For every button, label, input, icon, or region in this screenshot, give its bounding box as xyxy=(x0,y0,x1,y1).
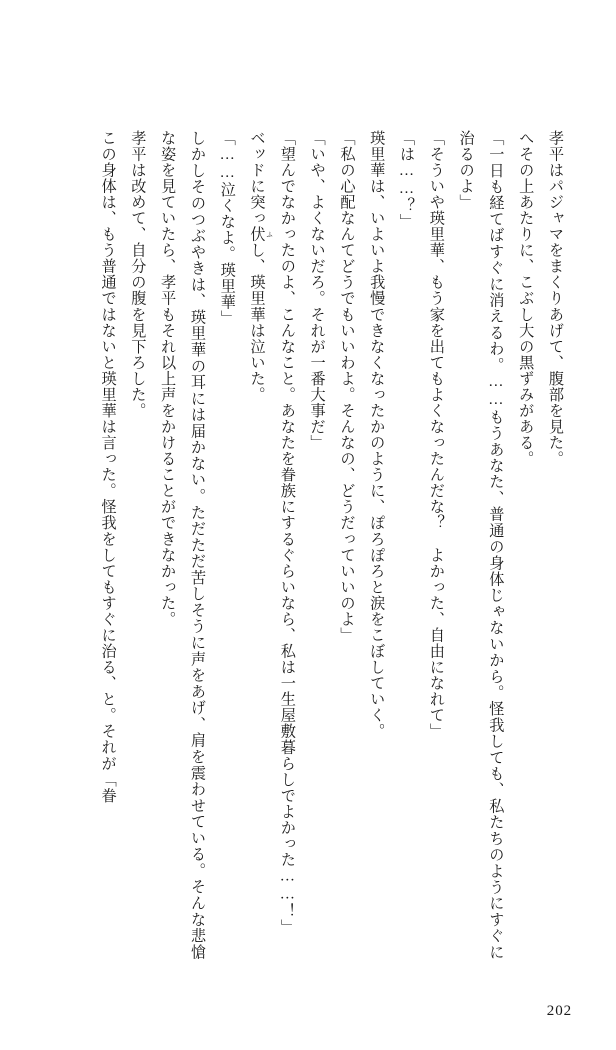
paragraph: 孝平はパジャマをまくりあげて、腹部を見た。 xyxy=(547,130,564,467)
paragraph: 「望んでなかったのよ、こんなこと。あなたを眷族にするぐらいなら、私は一生屋敷暮らしでよかった……！」 xyxy=(278,130,296,936)
paragraph: 「……泣くなよ。瑛里華」 xyxy=(218,130,236,327)
paragraph: しかしそのつぶやきは、瑛里華の耳には届かない。ただただ苦しそうに声をあげ、肩を震わせている。そんな悲愴な姿を見ていたら、孝平もそれ以上声をかけることができなかった。 xyxy=(159,130,206,960)
paragraph: 「は……？」 xyxy=(398,130,416,230)
paragraph: 孝平は改めて、自分の腹を見下ろした。 xyxy=(129,130,147,419)
page-body-text xyxy=(46,130,570,960)
ruby-annotation: 伏 ふ xyxy=(248,226,273,243)
paragraph: 瑛里華は、いよいよ我慢できなくなったかのように、ぽろぽろと涙をこぼしていく。 xyxy=(368,130,386,740)
paragraph: ベッドに突っ伏 ふし、瑛里華は泣いた。 xyxy=(248,130,273,403)
paragraph: 「私の心配なんてどうでもいいわよ。そんなの、どうだっていいのよ」 xyxy=(338,130,356,644)
paragraph: 「一日も経てばすぐに消えるわ。……もうあなた、普通の身体じゃないから。怪我しても、私たちのようにすぐに治るのよ」 xyxy=(457,130,505,960)
page-number: 202 xyxy=(546,1003,572,1019)
paragraph: この身体は、もう普通ではないと瑛里華は言った。怪我をしてもすぐに治る、と。それが「眷 xyxy=(99,130,117,804)
paragraph: へその上あたりに、こぶし大の黒ずみがある。 xyxy=(517,130,535,467)
paragraph: 「いや、よくないだろ。それが一番大事だ」 xyxy=(308,130,326,451)
paragraph: 「そういや瑛里華、もう家を出てもよくなったんだな？ よかった、自由になれて」 xyxy=(427,130,445,740)
